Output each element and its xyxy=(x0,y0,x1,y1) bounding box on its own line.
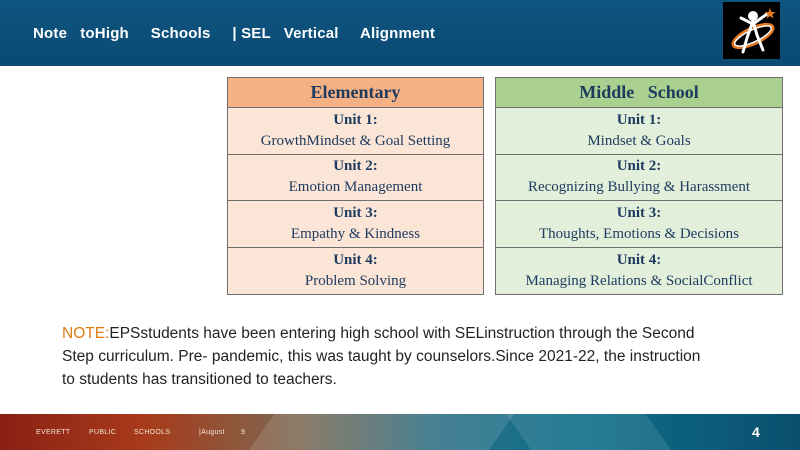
unit-label: Unit 1: xyxy=(333,111,378,128)
unit-label: Unit 3: xyxy=(333,204,378,221)
middle-school-unit-row xyxy=(496,108,782,155)
footer-date-number: 9 xyxy=(241,429,246,436)
middle-school-table xyxy=(495,77,783,295)
unit-label: Unit 1: xyxy=(616,111,662,128)
elementary-heading: Elementary xyxy=(228,78,483,108)
unit-label: Unit 2: xyxy=(333,158,378,175)
note-text: EPSstudents have been entering high school with SELinstruction through the Second Step curriculum. Pre- pandemic, this was taught by counselors.Since 2021-22, the instruction to students has transitioned to teachers. xyxy=(62,325,701,388)
elementary-unit-row xyxy=(228,201,483,248)
elementary-unit-row xyxy=(228,248,483,295)
footer-district-word: PUBLIC xyxy=(89,429,117,436)
footer-date: |August xyxy=(199,429,225,436)
unit-topic: Managing Relations & SocialConflict xyxy=(525,272,753,289)
footer-district-word: SCHOOLS xyxy=(134,429,171,436)
unit-topic: GrowthMindset & Goal Setting xyxy=(260,132,451,149)
district-logo-icon xyxy=(723,2,780,59)
unit-topic: Problem Solving xyxy=(304,272,407,289)
note-label: NOTE: xyxy=(62,325,110,342)
unit-label: Unit 4: xyxy=(333,251,378,268)
unit-topic: Mindset & Goals xyxy=(587,132,691,149)
elementary-unit-row xyxy=(228,108,483,155)
note-paragraph xyxy=(62,322,712,391)
footer-decoration xyxy=(232,414,528,450)
unit-label: Unit 4: xyxy=(616,251,662,268)
unit-topic: Emotion Management xyxy=(288,179,423,196)
middle-school-heading: Middle School xyxy=(496,78,782,108)
unit-label: Unit 2: xyxy=(616,158,662,175)
footer-bar xyxy=(0,414,800,450)
header-bar xyxy=(0,0,800,66)
unit-topic: Thoughts, Emotions & Decisions xyxy=(539,225,739,242)
page-number: 4 xyxy=(752,424,760,440)
middle-school-unit-row xyxy=(496,155,782,202)
elementary-table xyxy=(227,77,484,295)
middle-school-unit-row xyxy=(496,201,782,248)
unit-label: Unit 3: xyxy=(616,204,662,221)
footer-district-word: EVERETT xyxy=(36,429,71,436)
slide-title: Note toHigh Schools | SEL Vertical Alignment xyxy=(33,25,436,42)
unit-topic: Empathy & Kindness xyxy=(290,225,421,242)
footer-decoration xyxy=(499,414,681,450)
elementary-unit-row xyxy=(228,155,483,202)
unit-topic: Recognizing Bullying & Harassment xyxy=(527,179,751,196)
middle-school-unit-row xyxy=(496,248,782,295)
